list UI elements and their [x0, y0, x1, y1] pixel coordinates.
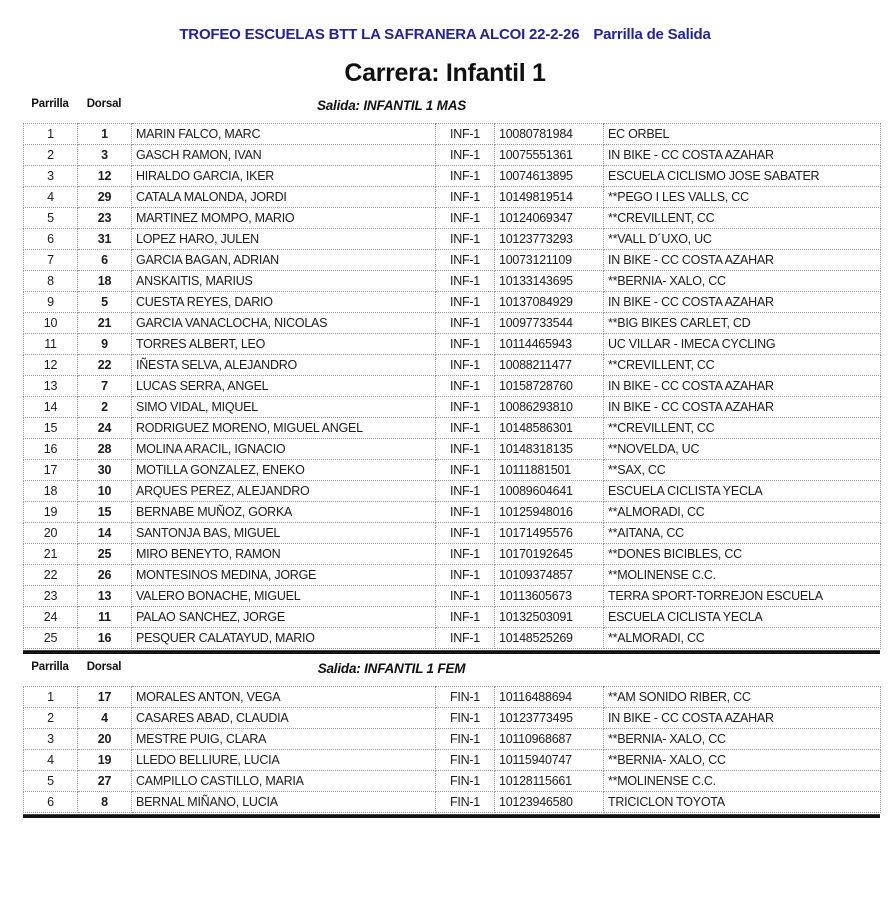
license-cell: 10149819514 — [495, 187, 604, 208]
parrilla-cell: 24 — [24, 607, 78, 628]
club-cell: **CREVILLENT, CC — [604, 355, 881, 376]
dorsal-cell: 28 — [78, 439, 132, 460]
license-cell: 10158728760 — [495, 376, 604, 397]
license-cell: 10075551361 — [495, 145, 604, 166]
dorsal-cell: 2 — [78, 397, 132, 418]
dorsal-cell: 13 — [78, 586, 132, 607]
club-cell: **MOLINENSE C.C. — [604, 565, 881, 586]
name-cell: GARCIA VANACLOCHA, NICOLAS — [132, 313, 436, 334]
category-cell: INF-1 — [436, 418, 495, 439]
section-infantil-1-mas — [0, 98, 890, 654]
category-cell: INF-1 — [436, 565, 495, 586]
name-cell: PESQUER CALATAYUD, MARIO — [132, 628, 436, 649]
dorsal-cell: 27 — [78, 771, 132, 792]
license-cell: 10170192645 — [495, 544, 604, 565]
table-row — [24, 586, 881, 607]
club-cell: **MOLINENSE C.C. — [604, 771, 881, 792]
license-cell: 10123946580 — [495, 792, 604, 813]
table-row — [24, 187, 881, 208]
table-row — [24, 208, 881, 229]
name-cell: PALAO SANCHEZ, JORGE — [132, 607, 436, 628]
name-cell: ARQUES PEREZ, ALEJANDRO — [132, 481, 436, 502]
category-cell: INF-1 — [436, 607, 495, 628]
dorsal-cell: 25 — [78, 544, 132, 565]
name-cell: BERNABE MUÑOZ, GORKA — [132, 502, 436, 523]
table-row — [24, 687, 881, 708]
parrilla-cell: 15 — [24, 418, 78, 439]
parrilla-cell: 17 — [24, 460, 78, 481]
table-row — [24, 145, 881, 166]
parrilla-header-label: Parrilla — [31, 98, 69, 110]
category-cell: FIN-1 — [436, 771, 495, 792]
name-cell: BERNAL MIÑANO, LUCIA — [132, 792, 436, 813]
name-cell: MIRO BENEYTO, RAMON — [132, 544, 436, 565]
club-cell: IN BIKE - CC COSTA AZAHAR — [604, 397, 881, 418]
start-list-table-mas — [23, 123, 881, 649]
dorsal-cell: 14 — [78, 523, 132, 544]
category-cell: FIN-1 — [436, 792, 495, 813]
club-cell: IN BIKE - CC COSTA AZAHAR — [604, 145, 881, 166]
dorsal-header-label: Dorsal — [86, 661, 122, 673]
table-row — [24, 292, 881, 313]
name-cell: SIMO VIDAL, MIQUEL — [132, 397, 436, 418]
dorsal-cell: 9 — [78, 334, 132, 355]
parrilla-header-label: Parrilla — [31, 661, 69, 673]
club-cell: UC VILLAR - IMECA CYCLING — [604, 334, 881, 355]
license-cell: 10137084929 — [495, 292, 604, 313]
category-cell: INF-1 — [436, 313, 495, 334]
list-type-label: Parrilla de Salida — [593, 26, 711, 43]
license-cell: 10097733544 — [495, 313, 604, 334]
club-cell: **DONES BICIBLES, CC — [604, 544, 881, 565]
license-cell: 10113605673 — [495, 586, 604, 607]
parrilla-cell: 6 — [24, 792, 78, 813]
dorsal-cell: 26 — [78, 565, 132, 586]
table-row — [24, 481, 881, 502]
license-cell: 10132503091 — [495, 607, 604, 628]
parrilla-cell: 14 — [24, 397, 78, 418]
club-cell: **NOVELDA, UC — [604, 439, 881, 460]
name-cell: MOTILLA GONZALEZ, ENEKO — [132, 460, 436, 481]
parrilla-cell: 2 — [24, 708, 78, 729]
club-cell: IN BIKE - CC COSTA AZAHAR — [604, 292, 881, 313]
dorsal-cell: 23 — [78, 208, 132, 229]
table-row — [24, 708, 881, 729]
category-cell: INF-1 — [436, 628, 495, 649]
category-cell: INF-1 — [436, 523, 495, 544]
club-cell: ESCUELA CICLISTA YECLA — [604, 481, 881, 502]
name-cell: CUESTA REYES, DARIO — [132, 292, 436, 313]
name-cell: CASARES ABAD, CLAUDIA — [132, 708, 436, 729]
table-row — [24, 792, 881, 813]
parrilla-cell: 10 — [24, 313, 78, 334]
name-cell: GASCH RAMON, IVAN — [132, 145, 436, 166]
parrilla-cell: 19 — [24, 502, 78, 523]
license-cell: 10080781984 — [495, 124, 604, 145]
parrilla-cell: 25 — [24, 628, 78, 649]
race-title: Carrera: Infantil 1 — [344, 59, 546, 87]
table-row — [24, 439, 881, 460]
dorsal-cell: 8 — [78, 792, 132, 813]
license-cell: 10114465943 — [495, 334, 604, 355]
category-cell: FIN-1 — [436, 708, 495, 729]
club-cell: **BIG BIKES CARLET, CD — [604, 313, 881, 334]
name-cell: MOLINA ARACIL, IGNACIO — [132, 439, 436, 460]
club-cell: TRICICLON TOYOTA — [604, 792, 881, 813]
table-row — [24, 729, 881, 750]
dorsal-header-label: Dorsal — [86, 98, 122, 110]
parrilla-cell: 21 — [24, 544, 78, 565]
table-row — [24, 544, 881, 565]
event-title-text: TROFEO ESCUELAS BTT LA SAFRANERA ALCOI 22-2-26 — [179, 26, 580, 43]
club-cell: **VALL D´UXO, UC — [604, 229, 881, 250]
category-cell: INF-1 — [436, 271, 495, 292]
category-cell: INF-1 — [436, 229, 495, 250]
license-cell: 10109374857 — [495, 565, 604, 586]
license-cell: 10115940747 — [495, 750, 604, 771]
parrilla-cell: 22 — [24, 565, 78, 586]
name-cell: HIRALDO GARCIA, IKER — [132, 166, 436, 187]
name-cell: SANTONJA BAS, MIGUEL — [132, 523, 436, 544]
club-cell: **BERNIA- XALO, CC — [604, 729, 881, 750]
event-title — [0, 26, 890, 43]
parrilla-cell: 13 — [24, 376, 78, 397]
table-row — [24, 397, 881, 418]
name-cell: ANSKAITIS, MARIUS — [132, 271, 436, 292]
parrilla-cell: 23 — [24, 586, 78, 607]
category-cell: INF-1 — [436, 376, 495, 397]
dorsal-cell: 11 — [78, 607, 132, 628]
license-cell: 10124069347 — [495, 208, 604, 229]
category-cell: INF-1 — [436, 208, 495, 229]
parrilla-cell: 5 — [24, 208, 78, 229]
section-head-fem — [23, 661, 880, 678]
dorsal-cell: 7 — [78, 376, 132, 397]
table-row — [24, 771, 881, 792]
table-row — [24, 628, 881, 649]
category-cell: INF-1 — [436, 481, 495, 502]
license-cell: 10148318135 — [495, 439, 604, 460]
club-cell: IN BIKE - CC COSTA AZAHAR — [604, 250, 881, 271]
section-divider — [23, 650, 880, 654]
license-cell: 10133143695 — [495, 271, 604, 292]
club-cell: **ALMORADI, CC — [604, 628, 881, 649]
club-cell: **SAX, CC — [604, 460, 881, 481]
name-cell: MESTRE PUIG, CLARA — [132, 729, 436, 750]
name-cell: MONTESINOS MEDINA, JORGE — [132, 565, 436, 586]
category-cell: INF-1 — [436, 460, 495, 481]
license-cell: 10125948016 — [495, 502, 604, 523]
license-cell: 10086293810 — [495, 397, 604, 418]
club-cell: IN BIKE - CC COSTA AZAHAR — [604, 376, 881, 397]
section-infantil-1-fem — [0, 661, 890, 818]
table-row — [24, 750, 881, 771]
dorsal-cell: 12 — [78, 166, 132, 187]
name-cell: IÑESTA SELVA, ALEJANDRO — [132, 355, 436, 376]
license-cell: 10074613895 — [495, 166, 604, 187]
name-cell: LLEDO BELLIURE, LUCIA — [132, 750, 436, 771]
category-cell: INF-1 — [436, 355, 495, 376]
parrilla-cell: 8 — [24, 271, 78, 292]
dorsal-cell: 24 — [78, 418, 132, 439]
table-row — [24, 313, 881, 334]
parrilla-cell: 4 — [24, 750, 78, 771]
dorsal-cell: 10 — [78, 481, 132, 502]
license-cell: 10073121109 — [495, 250, 604, 271]
dorsal-cell: 30 — [78, 460, 132, 481]
dorsal-cell: 6 — [78, 250, 132, 271]
name-cell: VALERO BONACHE, MIGUEL — [132, 586, 436, 607]
table-row — [24, 418, 881, 439]
table-row — [24, 355, 881, 376]
salida-label-fem: Salida: INFANTIL 1 FEM — [317, 661, 466, 676]
dorsal-cell: 16 — [78, 628, 132, 649]
parrilla-cell: 9 — [24, 292, 78, 313]
license-cell: 10110968687 — [495, 729, 604, 750]
table-row — [24, 250, 881, 271]
dorsal-cell: 19 — [78, 750, 132, 771]
parrilla-cell: 5 — [24, 771, 78, 792]
category-cell: INF-1 — [436, 250, 495, 271]
table-row — [24, 271, 881, 292]
parrilla-cell: 3 — [24, 729, 78, 750]
club-cell: **AITANA, CC — [604, 523, 881, 544]
category-cell: FIN-1 — [436, 687, 495, 708]
name-cell: MARIN FALCO, MARC — [132, 124, 436, 145]
dorsal-cell: 20 — [78, 729, 132, 750]
license-cell: 10171495576 — [495, 523, 604, 544]
category-cell: INF-1 — [436, 292, 495, 313]
table-row — [24, 523, 881, 544]
dorsal-cell: 4 — [78, 708, 132, 729]
name-cell: CATALA MALONDA, JORDI — [132, 187, 436, 208]
name-cell: MORALES ANTON, VEGA — [132, 687, 436, 708]
dorsal-cell: 17 — [78, 687, 132, 708]
category-cell: INF-1 — [436, 439, 495, 460]
parrilla-cell: 18 — [24, 481, 78, 502]
parrilla-cell: 2 — [24, 145, 78, 166]
name-cell: LOPEZ HARO, JULEN — [132, 229, 436, 250]
table-row — [24, 565, 881, 586]
table-row — [24, 229, 881, 250]
category-cell: INF-1 — [436, 544, 495, 565]
name-cell: GARCIA BAGAN, ADRIAN — [132, 250, 436, 271]
table-row — [24, 124, 881, 145]
table-row — [24, 460, 881, 481]
club-cell: **BERNIA- XALO, CC — [604, 271, 881, 292]
start-list-table-fem — [23, 686, 881, 813]
category-cell: INF-1 — [436, 145, 495, 166]
name-cell: LUCAS SERRA, ANGEL — [132, 376, 436, 397]
license-cell: 10123773495 — [495, 708, 604, 729]
category-cell: INF-1 — [436, 124, 495, 145]
parrilla-cell: 7 — [24, 250, 78, 271]
club-cell: **ALMORADI, CC — [604, 502, 881, 523]
name-cell: CAMPILLO CASTILLO, MARIA — [132, 771, 436, 792]
dorsal-cell: 15 — [78, 502, 132, 523]
section-divider — [23, 814, 880, 818]
table-row — [24, 334, 881, 355]
club-cell: **CREVILLENT, CC — [604, 208, 881, 229]
parrilla-cell: 12 — [24, 355, 78, 376]
name-cell: RODRIGUEZ MORENO, MIGUEL ANGEL — [132, 418, 436, 439]
license-cell: 10148586301 — [495, 418, 604, 439]
table-row — [24, 502, 881, 523]
parrilla-cell: 6 — [24, 229, 78, 250]
club-cell: ESCUELA CICLISMO JOSE SABATER — [604, 166, 881, 187]
dorsal-cell: 29 — [78, 187, 132, 208]
dorsal-cell: 21 — [78, 313, 132, 334]
category-cell: INF-1 — [436, 187, 495, 208]
category-cell: FIN-1 — [436, 729, 495, 750]
parrilla-cell: 20 — [24, 523, 78, 544]
club-cell: **CREVILLENT, CC — [604, 418, 881, 439]
license-cell: 10128115661 — [495, 771, 604, 792]
license-cell: 10111881501 — [495, 460, 604, 481]
dorsal-cell: 31 — [78, 229, 132, 250]
license-cell: 10148525269 — [495, 628, 604, 649]
club-cell: IN BIKE - CC COSTA AZAHAR — [604, 708, 881, 729]
section-head-mas — [23, 98, 880, 115]
parrilla-cell: 16 — [24, 439, 78, 460]
table-row — [24, 607, 881, 628]
category-cell: INF-1 — [436, 334, 495, 355]
parrilla-cell: 1 — [24, 124, 78, 145]
club-cell: EC ORBEL — [604, 124, 881, 145]
license-cell: 10088211477 — [495, 355, 604, 376]
parrilla-cell: 11 — [24, 334, 78, 355]
license-cell: 10089604641 — [495, 481, 604, 502]
parrilla-cell: 1 — [24, 687, 78, 708]
club-cell: **AM SONIDO RIBER, CC — [604, 687, 881, 708]
name-cell: MARTINEZ MOMPO, MARIO — [132, 208, 436, 229]
category-cell: INF-1 — [436, 397, 495, 418]
dorsal-cell: 1 — [78, 124, 132, 145]
parrilla-cell: 4 — [24, 187, 78, 208]
dorsal-cell: 22 — [78, 355, 132, 376]
dorsal-cell: 18 — [78, 271, 132, 292]
name-cell: TORRES ALBERT, LEO — [132, 334, 436, 355]
parrilla-cell: 3 — [24, 166, 78, 187]
dorsal-cell: 5 — [78, 292, 132, 313]
category-cell: INF-1 — [436, 586, 495, 607]
club-cell: TERRA SPORT-TORREJON ESCUELA — [604, 586, 881, 607]
dorsal-cell: 3 — [78, 145, 132, 166]
category-cell: INF-1 — [436, 166, 495, 187]
license-cell: 10123773293 — [495, 229, 604, 250]
category-cell: INF-1 — [436, 502, 495, 523]
salida-label-mas: Salida: INFANTIL 1 MAS — [316, 98, 467, 113]
club-cell: **BERNIA- XALO, CC — [604, 750, 881, 771]
category-cell: FIN-1 — [436, 750, 495, 771]
license-cell: 10116488694 — [495, 687, 604, 708]
table-row — [24, 376, 881, 397]
club-cell: **PEGO I LES VALLS, CC — [604, 187, 881, 208]
table-row — [24, 166, 881, 187]
club-cell: ESCUELA CICLISTA YECLA — [604, 607, 881, 628]
